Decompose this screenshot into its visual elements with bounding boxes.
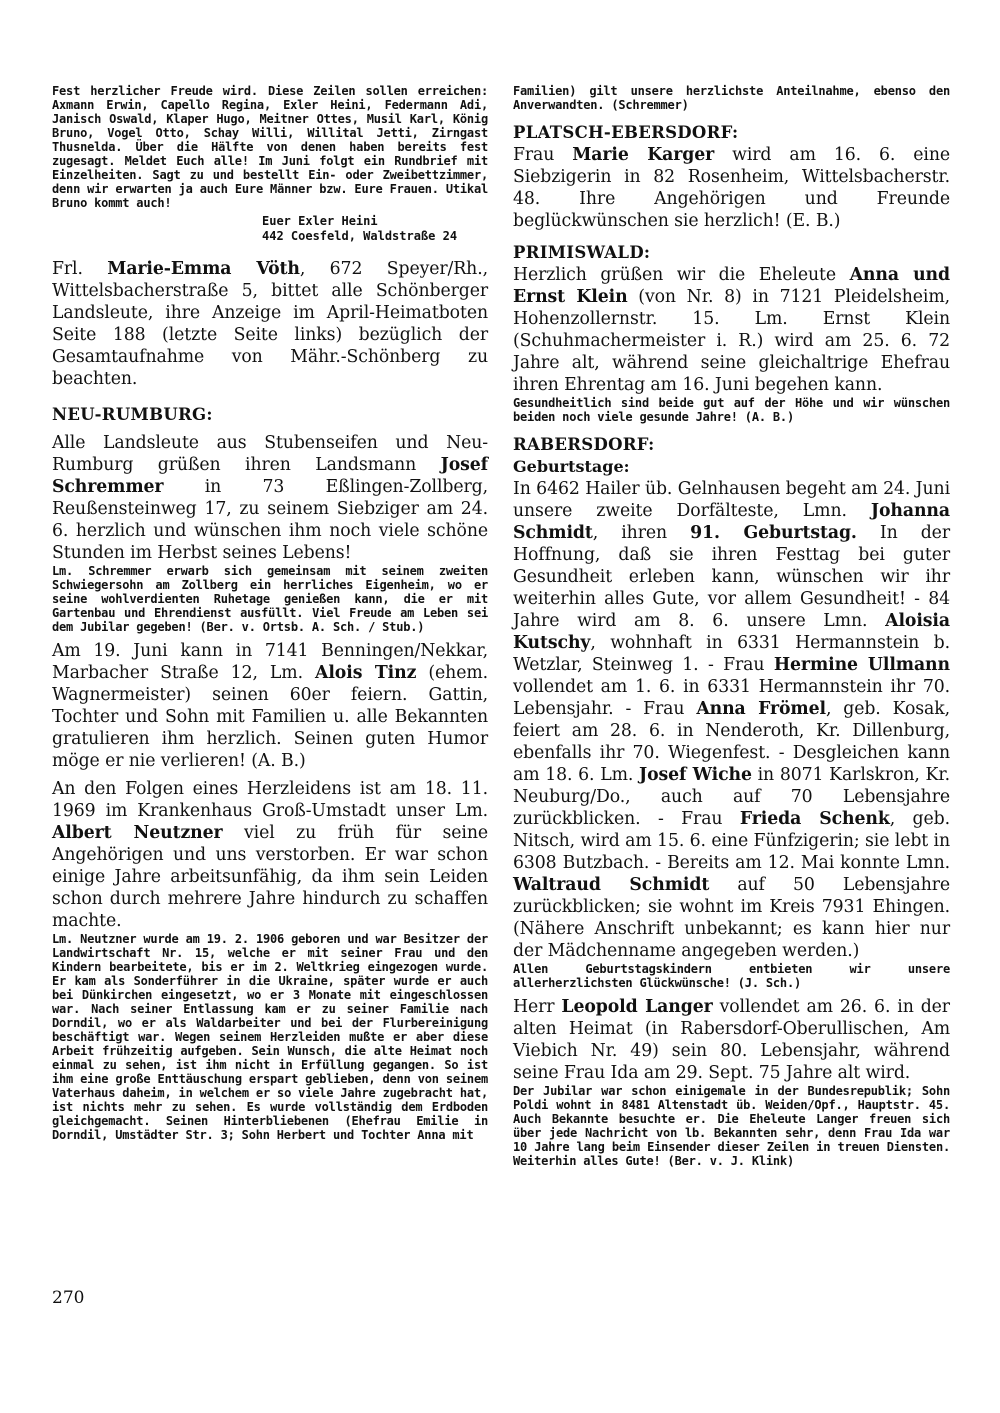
birthday-number: 91. Geburtstag.: [690, 523, 857, 543]
birthday-name: Hermine Ullmann: [773, 655, 950, 675]
birthday-name: Waltraud Schmidt: [513, 875, 710, 895]
karger-name: Marie Karger: [572, 145, 715, 165]
signature-address: 442 Coesfeld, Waldstraße 24: [262, 229, 458, 243]
langer-name: Leopold Langer: [561, 997, 713, 1017]
neutzner-note: Lm. Neutzner wurde am 19. 2. 1906 geboren und war Besitzer der Landwirtschaft Nr. 15, welche er mit seiner Frau und den Kindern bearbeitete, bis er im 2. Weltkrieg eingezogen wurde. Er kam als Sonderführer in die Ukraine, später wurde er auch bei Dünkirchen eingesetzt, wo er 3 Monate mit eingeschlossen war. Nach seiner Entlassung kam er zu seiner Familie nach Dorndil, wo er als Waldarbeiter und bei der Flurbereinigung beschäftigt war. Wegen seinem Herzleiden mußte er aber diese Arbeit frühzeitig aufgeben. Sein Wunsch, die alte Heimat noch einmal zu sehen, ist ihm nicht in Erfüllung gegangen. So ist ihm eine große Enttäuschung erspart geblieben, denn von seinem Vaterhaus daheim, in welchem er so viele Jahre zugebracht hat, ist nichts mehr zu sehen. Es wurde vollständig dem Erdboden gleichgemacht. Seinen Hinterbliebenen (Ehefrau Emilie in Dorndil, Umstädter Str. 3; Sohn Herbert und Tochter Anna mit: [52, 932, 488, 1142]
schremmer-notice: Alle Landsleute aus Stubenseifen und Neu-Rumburg grüßen ihren Landsmann Josef Schremmer in 73 Eßlingen-Zollberg, Reußensteinweg 17, zu seinem Siebziger am 24. 6. herzlich und wünschen ihm noch viele schöne Stunden im Herbst seines Lebens!: [52, 433, 488, 563]
voeth-name: Marie-Emma Vöth: [107, 259, 300, 279]
subheading-geburtstage: Geburtstage:: [513, 457, 630, 476]
intro-paragraph: Fest herzlicher Freude wird. Diese Zeilen sollen erreichen: Axmann Erwin, Capello Regina, Exler Heini, Federmann Adi, Janisch Oswald, Klaper Hugo, Meitner Ottes, Musil Karl, König Bruno, Vogel Otto, Schay Willi, Willital Jetti, Zirngast Thusnelda. Über die Hälfte von denen haben bereits fest zugesagt. Meldet Euch alle! Im Juni folgt ein Rundbrief mit Einzelheiten. Sagt zu und bestellt Ein- oder Zweibettzimmer, denn wir erwarten ja auch Eure Männer bzw. Eure Frauen. Utikal Bruno kommt auch!: [52, 84, 488, 210]
continued-paragraph: Familien) gilt unsere herzlichste Anteilnahme, ebenso den Anverwandten. (Schremmer): [513, 84, 950, 112]
section-heading-platsch-ebersdorf: PLATSCH-EBERSDORF:: [513, 123, 739, 142]
birthday-name: Frieda Schenk: [739, 809, 890, 829]
karger-notice: Frau Marie Karger wird am 16. 6. eine Siebzigerin in 82 Rosenheim, Wittelsbacherstr. 48. Ihre Angehörigen und Freunde beglückwünschen sie herzlich! (E. B.): [513, 145, 950, 231]
langer-note: Der Jubilar war schon einigemale in der Bundesrepublik; Sohn Poldi wohnt in 8481 Altenstadt üb. Weiden/Opf., Hauptstr. 45. Auch Bekannte besuchte er. Die Eheleute Langer freuen sich über jede Nachricht von lb. Bekannten sehr, denn Frau Ida war 10 Jahre lang beim Einsender dieser Zeilen in treuen Diensten. Weiterhin alles Gute! (Ber. v. J. Klink): [513, 1084, 950, 1168]
signature-name: Euer Exler Heini: [262, 214, 378, 228]
neutzner-notice: An den Folgen eines Herzleidens ist am 18. 11. 1969 im Krankenhaus Groß-Umstadt unser Lm. Albert Neutzner viel zu früh für seine Angehörigen und uns verstorben. Er war schon einige Jahre arbeitsunfähig, da ihm sein Leiden schon durch mehrere Jahre hindurch zu schaffen machte.: [52, 779, 488, 931]
section-heading-rabersdorf: RABERSDORF:: [513, 435, 655, 454]
klein-note: Gesundheitlich sind beide gut auf der Höhe und wir wünschen beiden noch viele gesunde Jahre! (A. B.): [513, 396, 950, 424]
birthday-name: Johanna Schmidt: [513, 501, 950, 543]
neutzner-name: Albert Neutzner: [52, 823, 223, 843]
birthdays-notice: In 6462 Hailer üb. Gelnhausen begeht am 24. Juni unsere zweite Dorfälteste, Lmn. Johanna Schmidt, ihren 91. Geburtstag. In der Hoffnung, daß sie ihren Festtag bei guter Gesundheit erleben kann, wünschen wir ihr weiterhin alles Gute, vor allem Gesundheit! - 84 Jahre wird am 8. 6. unsere Lmn. Aloisia Kutschy, wohnhaft in 6331 Hermannstein b. Wetzlar, Steinweg 1. - Frau Hermine Ullmann vollendet am 1. 6. in 6331 Hermannstein ihr 70. Lebensjahr. - Frau Anna Frömel, geb. Kosak, feiert am 28. 6. in Nenderoth, Kr. Dillenburg, ebenfalls ihr 70. Wiegenfest. - Desgleichen kann am 18. 6. Lm. Josef Wiche in 8071 Karlskron, Kr. Neuburg/Do., auch auf 70 Lebensjahre zurückblicken. - Frau Frieda Schenk, geb. Nitsch, wird am 15. 6. eine Fünfzigerin; sie lebt in 6308 Butzbach. - Bereits am 12. Mai konnte Lmn. Waltraud Schmidt auf 50 Lebensjahre zurückblicken; sie wohnt im Kreis 7931 Ehingen. (Nähere Anschrift unbekannt; es kann hier nur der Mädchenname angegeben werden.): [513, 479, 951, 961]
birthday-name: Anna Frömel: [696, 699, 826, 719]
birthday-name: Aloisia Kutschy: [513, 611, 950, 653]
klein-notice: Herzlich grüßen wir die Eheleute Anna und Ernst Klein (von Nr. 8) in 7121 Pleidelsheim, Hohenzollernstr. 15. Lm. Ernst Klein (Schuhmachermeister i. R.) wird am 25. 6. 72 Jahre alt, während seine gleichaltrige Ehefrau ihren Ehrentag am 16. Juni begehen kann.: [513, 265, 950, 395]
birthday-name: Josef Wiche: [639, 765, 752, 785]
klein-name: Anna und Ernst Klein: [513, 265, 950, 307]
section-heading-neu-rumburg: NEU-RUMBURG:: [52, 405, 213, 424]
section-heading-primiswald: PRIMISWALD:: [513, 243, 651, 262]
left-column: [52, 84, 488, 1142]
schremmer-note: Lm. Schremmer erwarb sich gemeinsam mit seinem zweiten Schwiegersohn am Zollberg ein herrliches Eigenheim, wo er seine wohlverdienten Ruhetage genießen kann, die er mit Gartenbau und Ehrendienst ausfüllt. Viel Freude am Leben sei dem Jubilar gegeben! (Ber. v. Ortsb. A. Sch. / Stub.): [52, 564, 488, 634]
birthdays-note: Allen Geburtstagskindern entbieten wir unsere allerherzlichsten Glückwünsche! (J. Sch.): [513, 962, 950, 990]
right-column: [513, 84, 950, 1168]
page-number: 270: [52, 1288, 85, 1308]
tinz-name: Alois Tinz: [315, 663, 417, 683]
schremmer-name: Josef Schremmer: [52, 455, 488, 497]
langer-notice: Herr Leopold Langer vollendet am 26. 6. in der alten Heimat (in Rabersdorf-Oberullischen, Am Viebich Nr. 49) sein 80. Lebensjahr, während seine Frau Ida am 29. Sept. 75 Jahre alt wird.: [513, 997, 950, 1083]
voeth-notice: Frl. Marie-Emma Vöth, 672 Speyer/Rh., Wittelsbacherstraße 5, bittet alle Schönberger Landsleute, ihre Anzeige im April-Heimatboten Seite 188 (letzte Seite links) bezüglich der Gesamtaufnahme von Mähr.-Schönberg zu beachten.: [52, 259, 488, 389]
tinz-notice: Am 19. Juni kann in 7141 Benningen/Nekkar, Marbacher Straße 12, Lm. Alois Tinz (ehem. Wagnermeister) seinen 60er feiern. Gattin, Tochter und Sohn mit Familien u. alle Bekannten gratulieren ihm herzlich. Seinen guten Humor möge er nie verlieren! (A. B.): [52, 641, 488, 771]
